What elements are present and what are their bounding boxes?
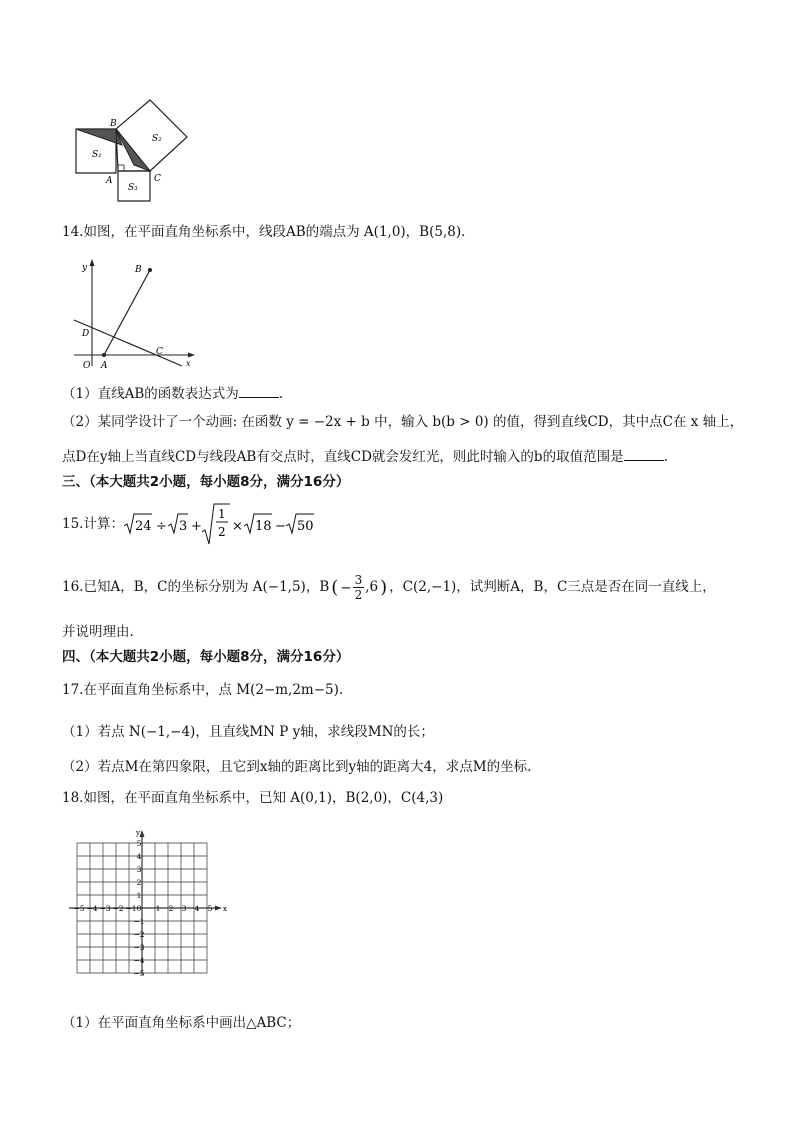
grid-x-tick: 4: [194, 904, 200, 913]
q14-part1-end: .: [278, 386, 284, 402]
axis-label-y: y: [82, 263, 88, 273]
grid-y-tick: −2: [133, 930, 145, 939]
grid-x-tick: −3: [99, 904, 111, 913]
q16-text-a: 16.已知A，B，C的坐标分别为 A(−1,5)，B: [62, 579, 330, 595]
q17-part2: （2）若点M在第四象限，且它到x轴的距离比到y轴的距离大4，求点M的坐标.: [62, 759, 532, 775]
q14-part2-text: 点D在y轴上当直线CD与线段AB有交点时，直线CD就会发红光，则此时输入的b的取值范围是: [62, 449, 624, 465]
q14-part1: [62, 383, 283, 404]
q18-coordinate-grid[interactable]: [62, 826, 242, 1002]
axis-label-x: x: [186, 359, 191, 368]
grid-lines: [69, 830, 222, 975]
label-S3: S₃: [128, 183, 138, 193]
svg-text:÷: ÷: [156, 519, 167, 534]
q16-text-b: ，C(2,−1)，试判断A，B，C三点是否在同一直线上，: [389, 579, 716, 595]
svg-text:50: 50: [297, 519, 314, 534]
q14-part2-line1: （2）某同学设计了一个动画: 在函数 y = −2x + b 中，输入 b(b > 0) 的值，得到直线CD，其中点C在 x 轴上，: [62, 414, 744, 430]
svg-text:+: +: [191, 519, 202, 534]
label-C: C: [154, 174, 161, 184]
point-label-D: D: [82, 329, 90, 339]
grid-x-tick: 3: [181, 904, 187, 913]
figure-q14-graph: [68, 256, 198, 374]
grid-y-tick: −1: [133, 917, 145, 926]
svg-text:1: 1: [218, 507, 226, 521]
q15-prefix: 15.计算：: [62, 516, 124, 532]
svg-text:3: 3: [179, 519, 188, 534]
section-4-heading: 四、（本大题共2小题，每小题8分，满分16分）: [62, 649, 350, 665]
q17-stem: 17.在平面直角坐标系中，点 M(2−m,2m−5).: [62, 682, 344, 698]
q16-frac-num: 3: [354, 573, 363, 587]
q14-part2-end: .: [663, 449, 668, 465]
grid-tick-labels: [73, 828, 227, 978]
label-S1: S₁: [92, 150, 102, 160]
grid-y-tick: 3: [136, 865, 142, 874]
label-B: B: [110, 119, 117, 129]
grid-x-tick: 5: [207, 904, 213, 913]
answer-blank-1[interactable]: [239, 383, 279, 398]
label-S2: S₂: [152, 134, 162, 144]
origin-label-O: O: [83, 361, 91, 371]
svg-text:24: 24: [135, 519, 152, 534]
grid-y-tick: 1: [136, 891, 142, 900]
point-label-A: A: [101, 361, 108, 371]
grid-y-tick: 4: [136, 852, 142, 861]
grid-origin-label: 0: [136, 904, 142, 913]
grid-y-tick: 5: [136, 839, 142, 848]
grid-x-label: x: [222, 904, 228, 913]
q14-part2-line2: [62, 446, 668, 467]
grid-y-tick: −3: [133, 943, 145, 952]
point-label-C: C: [156, 347, 163, 357]
grid-x-tick: 1: [155, 904, 161, 913]
figure-pythagoras-squares: [70, 95, 195, 203]
q14-part1-text: （1）直线AB的函数表达式为: [62, 386, 239, 402]
q18-stem: 18.如图，在平面直角坐标系中，已知 A(0,1)，B(2,0)，C(4,3): [62, 790, 444, 806]
q16-line1: 16.已知A，B，C的坐标分别为 A(−1,5)，B ( − $\frac{3}{2}$ ,6 ) ，C(2,−1)，试判断A，B，C三点是否在同一直线上，: [62, 573, 716, 602]
y-axis-arrow: [140, 830, 145, 837]
answer-blank-2[interactable]: [624, 446, 664, 461]
q18-part1: （1）在平面直角坐标系中画出△ABC；: [62, 1015, 301, 1031]
q15-expression: [122, 500, 322, 548]
q16-line2: 并说明理由.: [62, 624, 134, 640]
q16-b-tail: ,6: [365, 579, 379, 595]
q14-stem: 14.如图，在平面直角坐标系中，线段AB的端点为 A(1,0)，B(5,8).: [62, 224, 466, 240]
q16-frac-den: 2: [354, 588, 363, 602]
svg-text:2: 2: [218, 525, 226, 539]
x-axis-arrow: [215, 906, 222, 911]
grid-x-tick: 2: [168, 904, 174, 913]
grid-y-tick: −5: [133, 969, 145, 978]
grid-x-tick: −1: [125, 904, 137, 913]
label-A: A: [106, 176, 113, 186]
grid-x-tick: −2: [112, 904, 124, 913]
grid-y-tick: 2: [136, 878, 142, 887]
svg-text:×: ×: [232, 519, 243, 534]
q17-part1: （1）若点 N(−1,−4)，且直线MN P y轴，求线段MN的长；: [62, 724, 434, 740]
point-label-B: B: [135, 265, 142, 275]
section-3-heading: 三、（本大题共2小题，每小题8分，满分16分）: [62, 474, 350, 490]
svg-text:18: 18: [255, 519, 272, 534]
grid-y-label: y: [135, 828, 141, 837]
grid-x-tick: −5: [73, 904, 85, 913]
grid-y-tick: −4: [133, 956, 145, 965]
grid-x-tick: −4: [86, 904, 98, 913]
svg-text:−: −: [275, 519, 286, 534]
